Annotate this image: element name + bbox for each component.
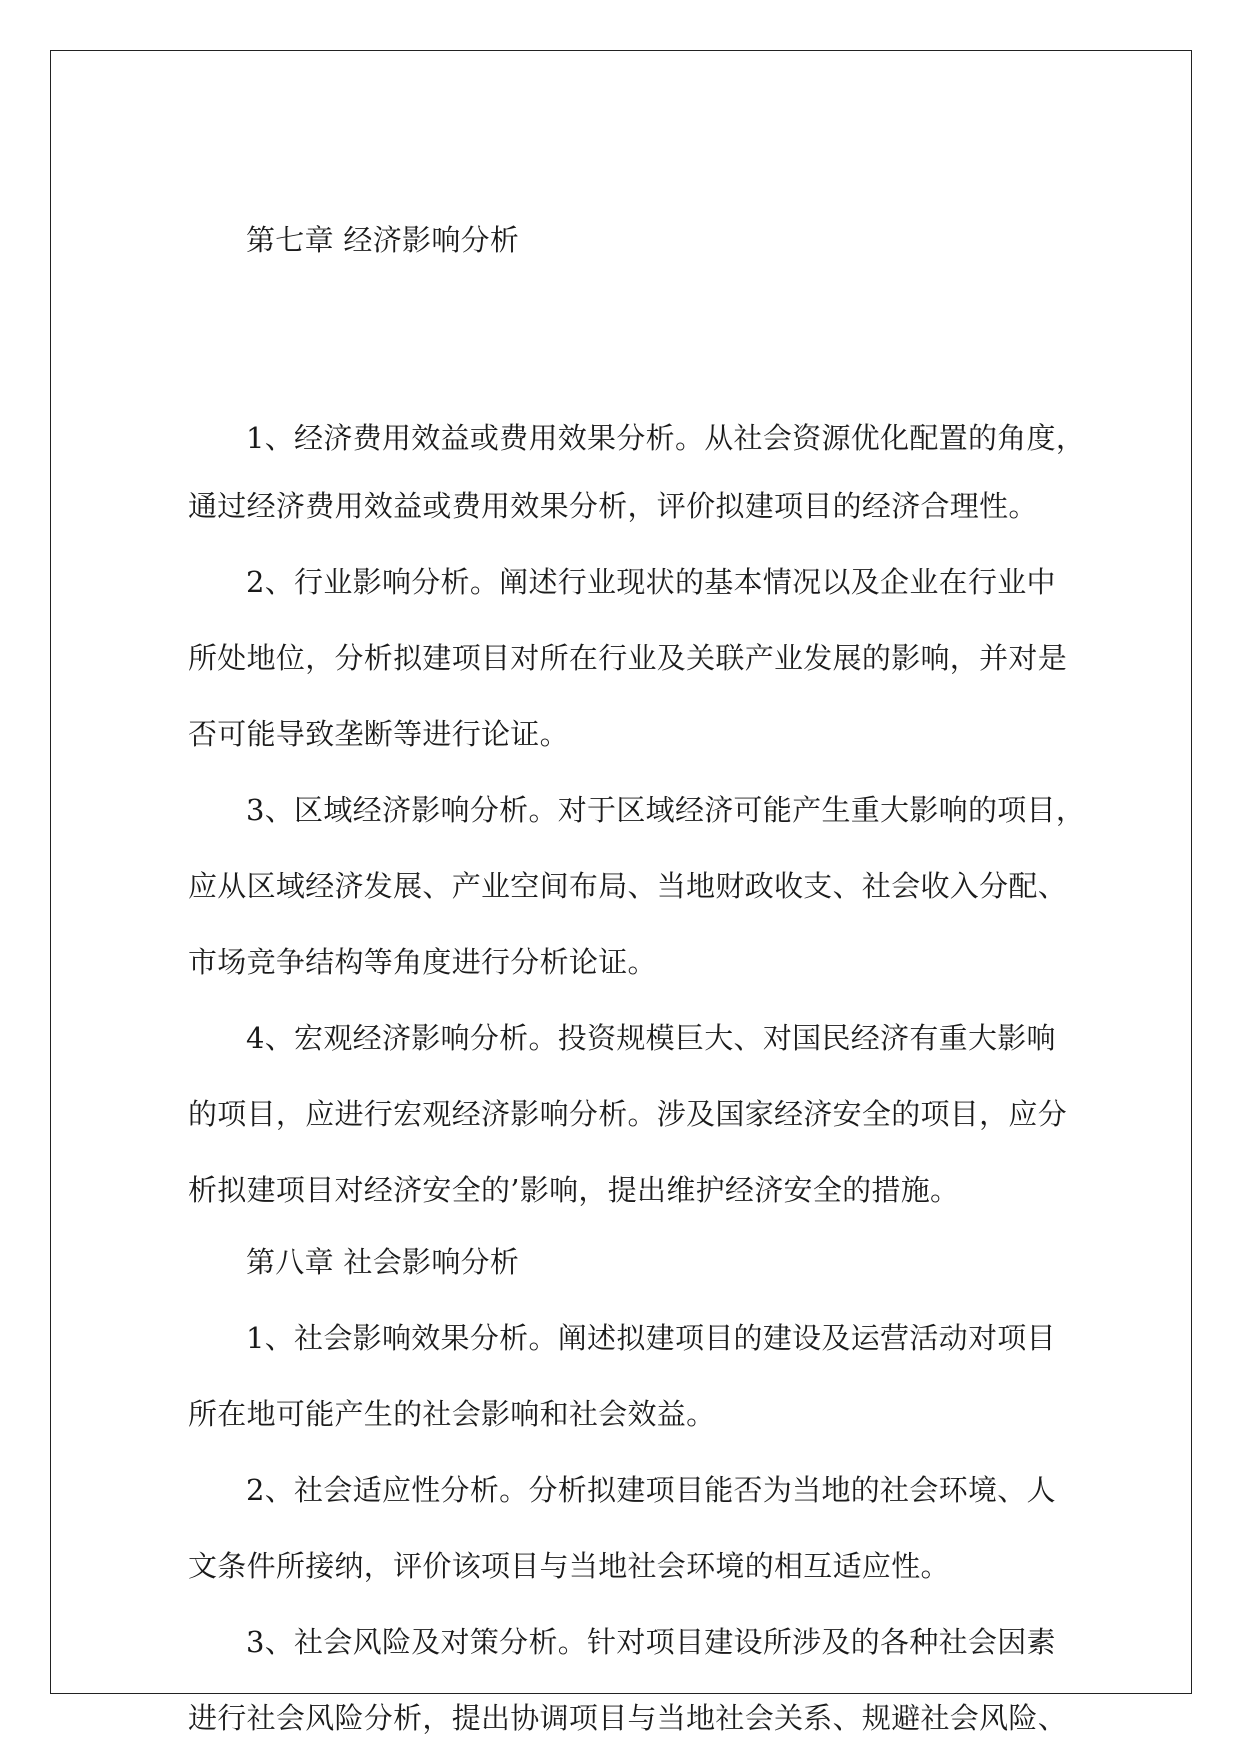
text-line: 市场竞争结构等角度进行分析论证。 (188, 945, 657, 979)
text-line: 1、社会影响效果分析。阐述拟建项目的建设及运营活动对项目 (246, 1321, 1056, 1355)
text-line: 3、社会风险及对策分析。针对项目建设所涉及的各种社会因素 (246, 1625, 1056, 1659)
text-line: 所在地可能产生的社会影响和社会效益。 (188, 1397, 716, 1431)
text-line: 2、社会适应性分析。分析拟建项目能否为当地的社会环境、人 (246, 1473, 1056, 1507)
text-line: 2、行业影响分析。阐述行业现状的基本情况以及企业在行业中 (246, 565, 1056, 599)
text-line: 应从区域经济发展、产业空间布局、当地财政收支、社会收入分配、 (188, 869, 1068, 903)
text-line: 析拟建项目对经济安全的’影响，提出维护经济安全的措施。 (188, 1173, 960, 1207)
text-line: 4、宏观经济影响分析。投资规模巨大、对国民经济有重大影响 (246, 1021, 1056, 1055)
chapter-8-heading: 第八章 社会影响分析 (246, 1245, 520, 1279)
text-line: 3、区域经济影响分析。对于区域经济可能产生重大影响的项目， (246, 793, 1086, 827)
chapter-7-heading: 第七章 经济影响分析 (246, 223, 520, 257)
text-line: 1、经济费用效益或费用效果分析。从社会资源优化配置的角度， (246, 421, 1086, 455)
text-line: 进行社会风险分析，提出协调项目与当地社会关系、规避社会风险、 (188, 1701, 1068, 1735)
text-line: 的项目，应进行宏观经济影响分析。涉及国家经济安全的项目，应分 (188, 1097, 1068, 1131)
text-line: 文条件所接纳，评价该项目与当地社会环境的相互适应性。 (188, 1549, 950, 1583)
text-line: 否可能导致垄断等进行论证。 (188, 717, 569, 751)
text-line: 通过经济费用效益或费用效果分析，评价拟建项目的经济合理性。 (188, 489, 1038, 523)
text-line: 所处地位，分析拟建项目对所在行业及关联产业发展的影响，并对是 (188, 641, 1068, 675)
